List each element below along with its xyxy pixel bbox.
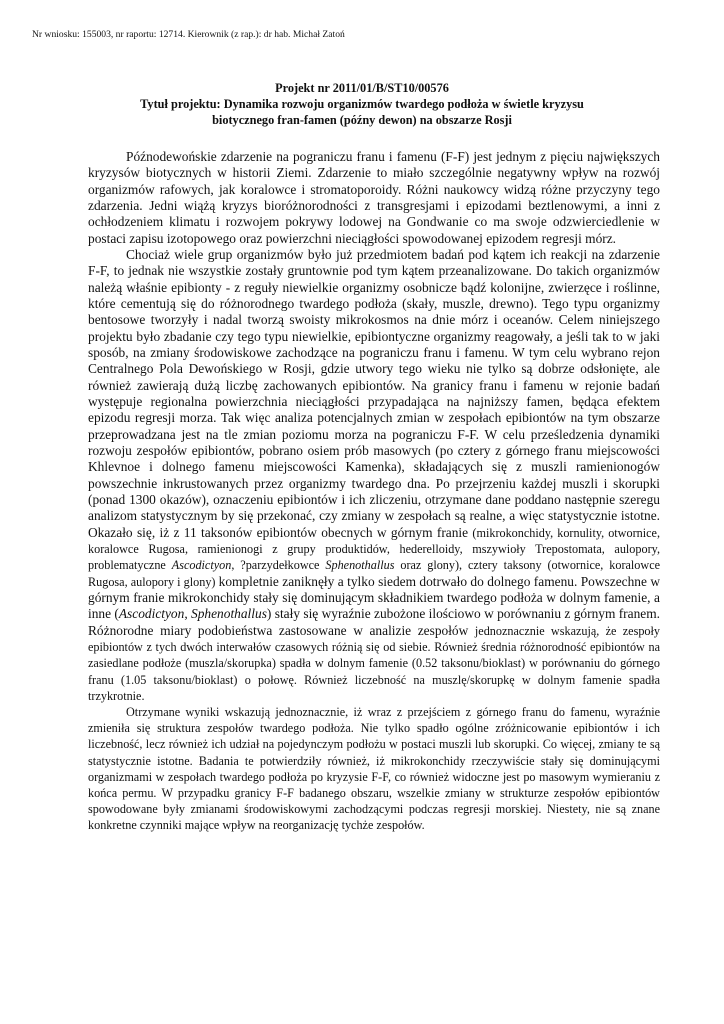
paragraph-study — [88, 247, 660, 704]
project-number: Projekt nr 2011/01/B/ST10/00576 — [275, 81, 449, 95]
paragraph-intro: Późnodewońskie zdarzenie na pograniczu franu i famenu (F-F) jest jednym z pięciu największych kryzysów biotycznych w historii Ziemi. Zdarzenie to miało szczególnie negatywny wpływ na rozwój organizmów rafowych, jak koralowce i stromatoporoidy. Różni naukowcy widzą różne przyczyny tego zdarzenia. Jedni wiążą kryzys bioróżnorodności z transgresjami i epizodami beztlenowymi, a inni z ochłodzeniem klimatu i rozwojem pokrywy lodowej na Gondwanie co ma swoje odzwierciedlenie w postaci zapisu izotopowego oraz powierzchni nieciągłości spowodowanej epizodem regresji mórz. — [88, 149, 660, 246]
taxon-sphenothallus: Sphenothallus — [325, 558, 395, 573]
report-header: Nr wniosku: 155003, nr raportu: 12714. Kierownik (z rap.): dr hab. Michał Zatoń — [32, 29, 345, 40]
taxa-list-text-3: oraz glony), cztery taksony (otwornice, koralowce Rugosa, aulopory i glony) — [88, 558, 661, 589]
paragraph-study-text-a: Chociaż wiele grup organizmów było już przedmiotem badań pod kątem ich reakcji na zdarzenie F-F, to jednak nie wszystkie zostały gruntownie pod tym kątem przeanalizowane. Do takich organizmów należą właśnie epibionty - z reguły niewielkie organizmy osobnicze bądź kolonijne, zwierzęce i roślinne, które cementują się do różnorodnego twardego podłoża (skały, muszle, drewno). Tego typu organizmy bentosowe tworzyły i nadal tworzą swoisty mikrokosmos na dnie mórz i oceanów. Celem niniejszego projektu było zbadanie czy tego typu niewielkie, epibiontyczne organizmy reagowały, a jeśli tak to w jaki sposób, na zmiany środowiskowe zachodzące na pograniczu franu i famenu. W tym celu wybrano rejon Centralnego Pola Dewońskiego w Rosji, gdzie utwory tego wieku nie tylko są dobrze odsłonięte, ale również zawierają dużą liczbę zachowanych epibiontów. Na granicy franu i famenu w rejonie badań występuje regionalna powierzchnia nieciągłości przypadająca na najniższy famen, będąca efektem epizodu regresji morza. Tak więc analiza potencjalnych zmian w zespołach epibiontów na tym obszarze przeprowadzana jest na tle zmian poziomu morza na pograniczu F-F. W celu prześledzenia dynamiki rozwoju zespołów epibiontów, pobrano osiem prób masowych (po cztery z górnego franu miejscowości Khlevnoe i dolnego famenu miejscowości Kamenka), składających się z muszli ramienionogów powszechnie inkrustowanych przez organizmy twardego dna. Po przejrzeniu każdej muszli i skorupki (ponad 1300 okazów), oznaczeniu epibiontów i ich zliczeniu, otrzymane dane poddano następnie szeregu analizom statystycznym by się przekonać, czy zmiany w zespołach są realne, a więc statystycznie istotne. Okazało się, iż z 11 taksonów epibiontów obecnych w górnym franie — [88, 246, 660, 540]
paragraph-study-text-b: kompletnie zaniknęły a tylko siedem dotrwało do dolnego famenu. Powszechne w górnym franie mikrokonchidy stały się dominującym składnikiem twardego podłoża w dolnym famenie, a inne ( — [88, 573, 661, 622]
paragraph-study-text-d: jednoznacznie wskazują, że zespoły epibiontów z tych dwóch interwałów czasowych różnią się od siebie. Również średnia różnorodność epibiontów na zasiedlane podłoże (muszla/skorupka) spadła w dolnym famenie (0.52 taksonu/bioklast) w porównaniu do górnego franu (1.05 taksonu/bioklast) o połowę. Również liczebność na muszlę/skorupkę w dolnym famenie spadła trzykrotnie. — [88, 623, 661, 703]
taxon-ascodictyon-2: Ascodictyon — [118, 606, 185, 622]
taxa-list-text-1: (mikrokonchidy, kornulity, otwornice, koralowce Rugosa, ramienionogi z grupy produktidów, hederelloidy, mszywioły Trepostomata, aulopory, problematyczne — [88, 525, 660, 573]
paragraph-study-separator: , — [184, 606, 192, 622]
taxon-sphenothallus-2: Sphenothallus — [191, 606, 267, 622]
document-body — [88, 149, 660, 833]
paragraph-conclusions: Otrzymane wyniki wskazują jednoznacznie, iż wraz z przejściem z górnego franu do famenu, wyraźnie zmieniła się struktura zespołów twardego podłoża. Nie tylko spadło ogólne zróżnicowanie epibiontów i ich liczebność, lecz również ich udział na pojedynczym podłożu w postaci muszli lub skorupki. Co więcej, zmiany te są statystycznie istotne. Badania te potwierdziły również, iż mikrokonchidy rzeczywiście stały się dominującymi organizmami w zespołach twardego podłoża po kryzysie F-F, co również widoczne jest po masowym wymieraniu z końca permu. W przypadku granicy F-F badanego obszaru, wszelkie zmiany w strukturze zespołów epibiontów spowodowane były zmianami środowiskowymi zachodzącymi podczas regresji morskiej. Niestety, nie są znane konkretne czynniki mające wpływ na reorganizację tychże zespołów. — [88, 705, 660, 833]
project-title-line-1: Tytuł projektu: Dynamika rozwoju organizmów twardego podłoża w świetle kryzysu — [140, 96, 584, 111]
title-block — [0, 81, 724, 128]
taxa-list-text-2: , ?parzydełkowce — [231, 558, 326, 573]
project-title-line-2: biotycznego fran-famen (późny dewon) na obszarze Rosji — [212, 112, 512, 127]
taxon-ascodictyon: Ascodictyon — [171, 558, 232, 573]
paragraph-study-text-c: ) stały się wyraźnie zubożone ilościowo w porównaniu z górnym franem. Różnorodne miary podobieństwa zastosowane w analizie zespołów — [88, 606, 660, 638]
